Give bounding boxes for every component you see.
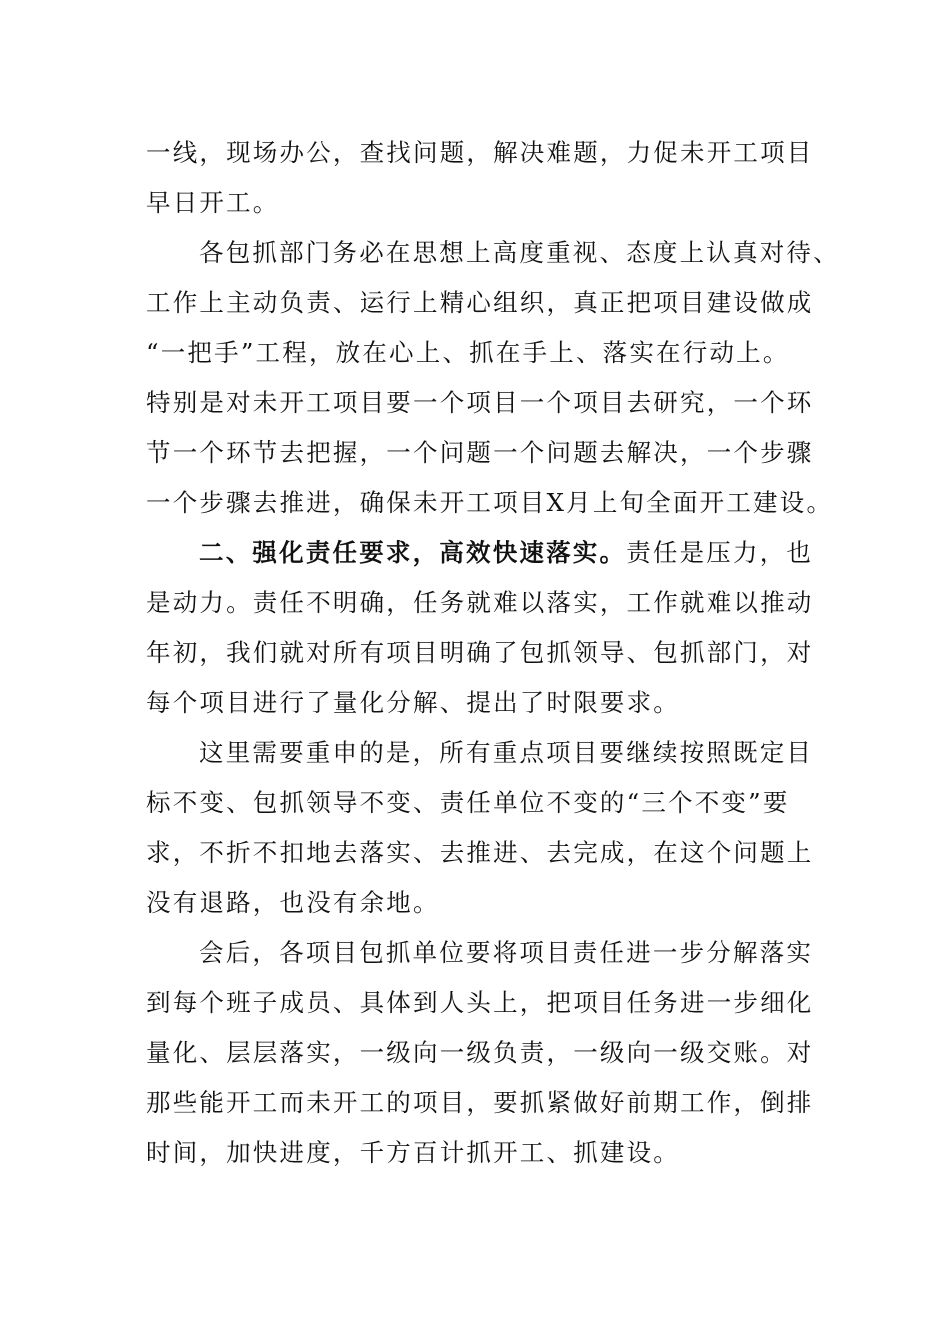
text-line: 那些能开工而未开工的项目，要抓紧做好前期工作，倒排 xyxy=(146,1088,814,1117)
text-line: 各包抓部门务必在思想上高度重视、态度上认真对待、 xyxy=(199,238,840,267)
text-line xyxy=(146,528,814,578)
text-line: 年初，我们就对所有项目明确了包抓领导、包抓部门，对 xyxy=(146,638,814,667)
text-line: 没有退路，也没有余地。 xyxy=(146,888,440,917)
text-line: 一线，现场办公，查找问题，解决难题，力促未开工项目 xyxy=(146,138,814,167)
text-run: 责任是压力，也 xyxy=(626,538,814,567)
text-line: 量化、层层落实，一级向一级负责，一级向一级交账。对 xyxy=(146,1038,814,1067)
text-line: 是动力。责任不明确，任务就难以落实，工作就难以推动 xyxy=(146,588,814,617)
text-line: 这里需要重申的是，所有重点项目要继续按照既定目 xyxy=(199,738,814,767)
text-line: 标不变、包抓领导不变、责任单位不变的“三个不变”要 xyxy=(146,788,790,817)
text-line: 到每个班子成员、具体到人头上，把项目任务进一步细化 xyxy=(146,988,814,1017)
paragraph-3 xyxy=(146,528,814,728)
paragraph-5 xyxy=(146,928,814,1178)
text-line: 每个项目进行了量化分解、提出了时限要求。 xyxy=(146,688,680,717)
section-heading: 二、强化责任要求，高效快速落实。 xyxy=(199,538,627,567)
text-line: 特别是对未开工项目要一个项目一个项目去研究，一个环 xyxy=(146,388,814,417)
text-line: 一个步骤去推进，确保未开工项目X月上旬全面开工建设。 xyxy=(146,488,834,517)
paragraph-4 xyxy=(146,728,814,928)
text-line: 节一个环节去把握，一个问题一个问题去解决，一个步骤 xyxy=(146,438,814,467)
text-line: 工作上主动负责、运行上精心组织，真正把项目建设做成 xyxy=(146,288,814,317)
paragraph-2 xyxy=(146,228,840,528)
paragraph-1 xyxy=(146,128,814,228)
text-line: 会后，各项目包抓单位要将项目责任进一步分解落实 xyxy=(199,938,814,967)
document-body xyxy=(146,128,840,1178)
text-line: 时间，加快进度，千方百计抓开工、抓建设。 xyxy=(146,1138,680,1167)
text-line: “一把手”工程，放在心上、抓在手上、落实在行动上。 xyxy=(146,338,790,367)
text-line: 求，不折不扣地去落实、去推进、去完成，在这个问题上 xyxy=(146,838,814,867)
text-line: 早日开工。 xyxy=(146,188,280,217)
